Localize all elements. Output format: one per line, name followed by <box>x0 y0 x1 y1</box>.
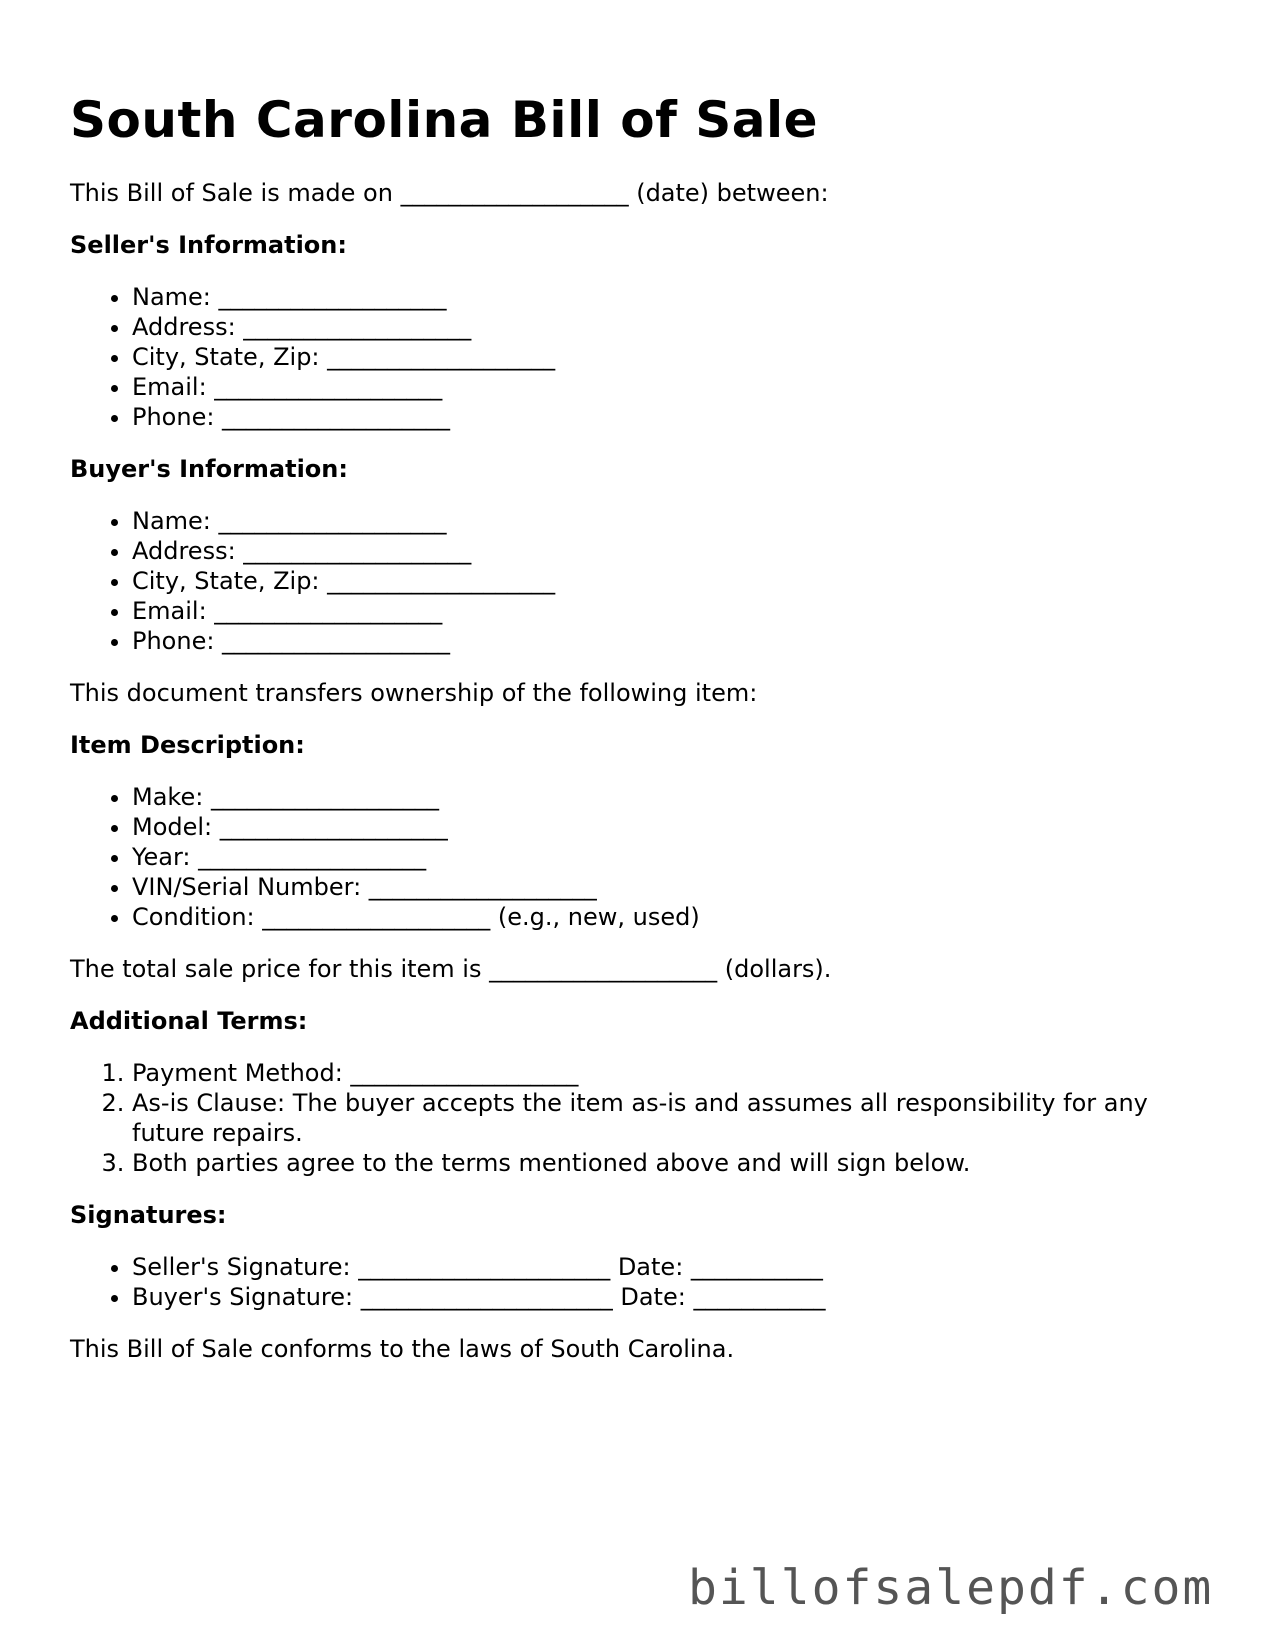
agreement-clause: 3. Both parties agree to the terms mentioned above and will sign below. <box>132 1148 1220 1178</box>
item-fields-list <box>70 782 1220 932</box>
item-year-field[interactable]: • Year: ___________________ <box>132 842 1220 872</box>
transfer-statement: This document transfers ownership of the following item: <box>70 679 758 707</box>
buyer-heading: Buyer's Information: <box>70 455 348 483</box>
seller-signature-field[interactable]: • Seller's Signature: _____________________ Date: ___________ <box>132 1252 1220 1282</box>
buyer-name-field[interactable]: • Name: ___________________ <box>132 506 1220 536</box>
signatures-heading: Signatures: <box>70 1201 227 1229</box>
seller-city-state-zip-field[interactable]: • City, State, Zip: ___________________ <box>132 342 1220 372</box>
item-model-field[interactable]: • Model: ___________________ <box>132 812 1220 842</box>
terms-heading: Additional Terms: <box>70 1007 308 1035</box>
buyer-phone-field[interactable]: • Phone: ___________________ <box>132 626 1220 656</box>
document-title: South Carolina Bill of Sale <box>70 91 819 149</box>
watermark: billofsalepdf.com <box>688 1560 1214 1616</box>
seller-name-field[interactable]: • Name: ___________________ <box>132 282 1220 312</box>
intro-statement: This Bill of Sale is made on ___________________ (date) between: <box>70 179 829 207</box>
price-statement[interactable]: The total sale price for this item is ___________________ (dollars). <box>70 955 832 983</box>
buyer-fields-list <box>70 506 1220 656</box>
buyer-city-state-zip-field[interactable]: • City, State, Zip: ___________________ <box>132 566 1220 596</box>
seller-phone-field[interactable]: • Phone: ___________________ <box>132 402 1220 432</box>
item-vin-field[interactable]: • VIN/Serial Number: ___________________ <box>132 872 1220 902</box>
buyer-signature-field[interactable]: • Buyer's Signature: _____________________ Date: ___________ <box>132 1282 1220 1312</box>
as-is-clause: 2. As-is Clause: The buyer accepts the item as-is and assumes all responsibility for any future repairs. <box>132 1088 1220 1148</box>
seller-address-field[interactable]: • Address: ___________________ <box>132 312 1220 342</box>
buyer-address-field[interactable]: • Address: ___________________ <box>132 536 1220 566</box>
item-make-field[interactable]: • Make: ___________________ <box>132 782 1220 812</box>
item-heading: Item Description: <box>70 731 305 759</box>
item-condition-field[interactable]: • Condition: ___________________ (e.g., new, used) <box>132 902 1220 932</box>
seller-fields-list <box>70 282 1220 432</box>
conformance-statement: This Bill of Sale conforms to the laws of South Carolina. <box>70 1335 735 1363</box>
seller-email-field[interactable]: • Email: ___________________ <box>132 372 1220 402</box>
document-page <box>70 82 1220 1364</box>
terms-list <box>70 1058 1220 1178</box>
signatures-list <box>70 1252 1220 1312</box>
buyer-email-field[interactable]: • Email: ___________________ <box>132 596 1220 626</box>
seller-heading: Seller's Information: <box>70 231 347 259</box>
payment-method-field[interactable]: 1. Payment Method: ___________________ <box>132 1058 1220 1088</box>
